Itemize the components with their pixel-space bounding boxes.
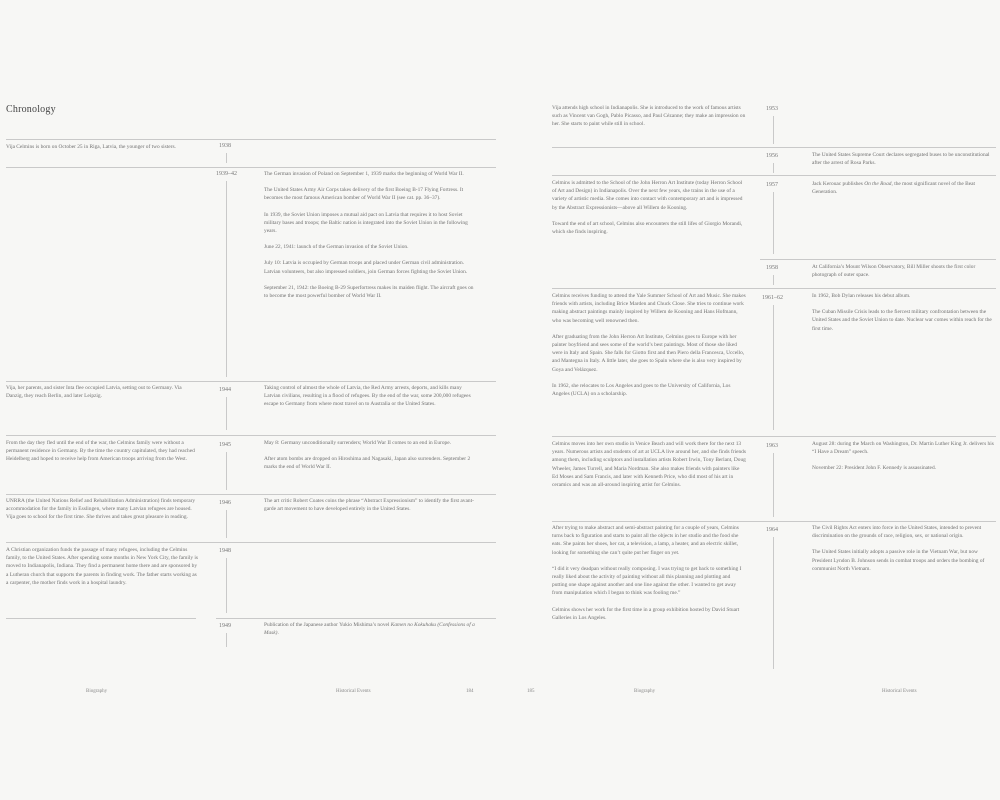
year-1958: 1958	[766, 265, 778, 271]
year-marker-line	[773, 453, 774, 517]
year-marker-line	[226, 397, 227, 430]
event-text: June 22, 1941: launch of the German invasion of the Soviet Union.	[264, 244, 409, 251]
biography-text: After trying to make abstract and semi-abstract painting for a couple of years, Celmins turns back to figuration and starts to paint all the objects in her studio and the food she eats. She paints her shoes, her cat, a television, a lamp, a heater, and an electric skillet, looking for something she can’t quite put her finger on yet.	[552, 525, 739, 556]
event-text: August 28: during the March on Washington, Dr. Martin Luther King Jr. delivers his “I Have a Dream” speech.	[812, 441, 994, 456]
year-marker-line	[226, 558, 227, 613]
biography-quote: “I did it very deadpan without really composing. I was trying to get back to something I really liked about the activity of painting without all this planning and plotting and putting one shape against another and one line against the other. I wanted to get away from manipulation which I began to think was fooling me.”	[552, 565, 742, 597]
historical-events-1946: The art critic Robert Coates coins the phrase “Abstract Expressionism” to identify the first avant-garde art movement to have developed entirely in the United States.	[264, 498, 474, 513]
historical-events-1957	[812, 180, 996, 196]
historical-events-1939-42	[264, 170, 476, 300]
event-text: May 8: Germany unconditionally surrenders; World War II comes to an end in Europe.	[264, 440, 451, 446]
footer-historical-events: Historical Events	[336, 689, 371, 694]
year-marker-line	[226, 452, 227, 490]
year-marker-line	[773, 192, 774, 254]
year-1961-62: 1961–62	[762, 295, 783, 301]
page-number: 185	[527, 689, 535, 694]
biography-1945: From the day they fled until the end of the war, the Celmins family were without a permanent residence in Germany. By the time the country capitulated, they had reached Heidelberg and hoped to receive help from American troops arriving from the West.	[6, 440, 195, 463]
event-text: November 22: President John F. Kennedy is assassinated.	[812, 465, 936, 472]
biography-text: In 1962, she relocates to Los Angeles and goes to the University of California, Los Angeles (UCLA) on a scholarship.	[552, 382, 731, 398]
historical-events-1963	[812, 440, 996, 473]
row-divider	[216, 618, 496, 619]
year-1953: 1953	[766, 106, 778, 112]
year-marker-line	[773, 305, 774, 430]
page-title: Chronology	[6, 104, 56, 115]
year-marker-line	[773, 116, 774, 144]
row-divider	[6, 494, 496, 495]
event-text: In 1962, Bob Dylan releases his debut album.	[812, 293, 911, 299]
year-1938: 1938	[219, 143, 231, 149]
row-divider	[552, 147, 996, 148]
row-divider	[552, 436, 996, 437]
year-1957: 1957	[766, 182, 778, 188]
historical-events-1945	[264, 439, 476, 472]
event-text: In 1939, the Soviet Union imposes a mutual aid pact on Latvia that requires it to host Soviet military bases and troops; the Baltic nation is integrated into the Soviet Union in the following years.	[264, 211, 468, 235]
biography-1964	[552, 524, 746, 622]
year-1944: 1944	[219, 387, 231, 393]
historical-events-1964	[812, 524, 996, 573]
book-title: Kamen no Kokuhaku (Confessions of a Mask)	[264, 622, 475, 637]
row-divider	[552, 288, 996, 289]
biography-text: After graduating from the John Herron Art Institute, Celmins goes to Europe with her painter boyfriend and sees some of the world’s best paintings. Most of those she liked were in Italy and Spain. She falls for Giotto first and then Piero della Francesca, Uccello, and Mantegna in Italy. A little later, she goes to Spain where she is also very inspired by Goya and Velázquez.	[552, 333, 745, 373]
event-text: Jack Kerouac publishes	[812, 181, 865, 187]
event-text: , the most significant novel of the Beat Generation.	[812, 181, 976, 196]
year-1949: 1949	[219, 623, 231, 629]
row-divider	[6, 435, 496, 436]
historical-events-1956: The United States Supreme Court declares segregated buses to be unconstitutional after the arrest of Rosa Parks.	[812, 152, 990, 167]
biography-text: Celmins shows her work for the first time in a group exhibition hosted by David Stuart Galleries in Los Angeles.	[552, 606, 740, 621]
event-text: The United States Army Air Corps takes delivery of the first Boeing B-17 Flying Fortress. It becomes the most famous American bomber of World War II (see cat. pp. 36–37).	[264, 187, 464, 202]
year-marker-line	[226, 153, 227, 163]
event-text: July 10: Latvia is occupied by German troops and placed under German civil administration. Latvian volunteers, but also impressed soldiers, join German forces fighting the Soviet Union.	[264, 260, 468, 275]
row-divider	[6, 618, 196, 619]
year-marker-line	[773, 537, 774, 669]
row-divider	[6, 542, 496, 543]
historical-events-1944: Taking control of almost the whole of Latvia, the Red Army arrests, deports, and kills many Latvian civilians, resulting in a flood of refugees. By the end of the war, some 200,000 refugees escape to Germany from where most travel on to Australia or the United States.	[264, 385, 471, 408]
historical-events-1961-62	[812, 292, 996, 333]
row-divider	[760, 259, 996, 260]
year-1956: 1956	[766, 153, 778, 159]
event-text: After atom bombs are dropped on Hiroshima and Nagasaki, Japan also surrenders. September 2 marks the end of World War II.	[264, 456, 471, 471]
event-text: September 21, 1942: the Boeing B-29 Superfortress makes its maiden flight. The aircraft goes on to become the most powerful bomber of World War II.	[264, 284, 474, 300]
footer-biography: Biography	[86, 689, 108, 694]
event-text: The German invasion of Poland on September 1, 1939 marks the beginning of World War II.	[264, 171, 464, 177]
historical-events-1958: At California’s Mount Wilson Observatory, Bill Miller shoots the first color photograph of outer space.	[812, 264, 976, 279]
year-marker-line	[773, 275, 774, 285]
event-text: The Cuban Missile Crisis leads to the fiercest military confrontation between the United States and the Soviet Union to date. Nuclear war comes within reach for the first time.	[812, 309, 992, 332]
biography-1948: A Christian organization funds the passage of many refugees, including the Celmins family, to the United States. After spending some months in New York City, the family is moved to Indianapolis, Indiana. They find a permanent home there and are sponsored by a Lutheran church that supports the parents in finding work. The father starts working as a carpenter, the mother finds work in a hospital laundry.	[6, 547, 198, 586]
year-1964: 1964	[766, 527, 778, 533]
page-number: 184	[466, 689, 474, 694]
footer-historical-events: Historical Events	[882, 689, 917, 694]
event-text: .	[277, 630, 279, 637]
row-divider	[552, 521, 996, 522]
biography-text: Toward the end of art school, Celmins also encounters the still lifes of Giorgio Morandi, which she finds inspiring.	[552, 220, 743, 236]
event-text: Publication of the Japanese author Yukio Mishima’s novel	[264, 622, 391, 628]
biography-1961-62	[552, 292, 746, 398]
year-1946: 1946	[219, 500, 231, 506]
biography-1946: UNRRA (the United Nations Relief and Rehabilitation Administration) finds temporary accommodation for the family in Esslingen, where many Latvian refugees are housed. Vija goes to school for the first time. She thrives and takes great pleasure in reading.	[6, 498, 196, 521]
row-divider	[552, 175, 996, 176]
biography-text: Celmins is admitted to the School of the John Herron Art Institute (today Herron School of Art and Design) in Indianapolis. Over the next few years, she trains in the use of a variety of artistic media. She comes into contact with contemporary art and is impressed by the Abstract Expressionists—above all Willem de Kooning.	[552, 180, 743, 211]
biography-text: Celmins receives funding to attend the Yale Summer School of Art and Music. She makes friends with artists, including Brice Marden and Chuck Close. She tries to continue work making abstract paintings mainly inspired by Willem de Kooning and Hans Hofmann, who was becoming well renowned then.	[552, 293, 746, 324]
event-text: The Civil Rights Act enters into force in the United States, intended to prevent discrimination on the grounds of race, religion, sex, or national origin.	[812, 525, 982, 540]
biography-1944: Vija, her parents, and sister Inta flee occupied Latvia, setting out to Germany. Via Danzig, they reach Berlin, and later Leipzig.	[6, 385, 182, 400]
year-marker-line	[773, 163, 774, 173]
year-1939-42: 1939–42	[216, 171, 237, 177]
year-1945: 1945	[219, 442, 231, 448]
year-1948: 1948	[219, 548, 231, 554]
historical-events-1949	[264, 621, 476, 637]
year-marker-line	[226, 510, 227, 538]
year-marker-line	[226, 633, 227, 647]
year-marker-line	[226, 181, 227, 377]
biography-1963: Celmins moves into her own studio in Venice Beach and will work there for the next 13 years. Numerous artists and students of art at UCLA live around her, and she finds friends among them, including sculptors and installation artists Robert Irwin, Tony Berlant, Doug Wheeler, James Turrell, and Maria Nordman. She also makes friends with painters like Ed Moses and Sam Francis, and later with Kenneth Price, who did most of his art in ceramics and was an all-around inspiring artist for Celmins.	[552, 441, 746, 489]
row-divider	[6, 139, 496, 140]
biography-1957	[552, 179, 746, 236]
row-divider	[6, 167, 496, 168]
footer-biography: Biography	[634, 689, 656, 694]
year-1963: 1963	[766, 443, 778, 449]
biography-1938: Vija Celmins is born on October 25 in Riga, Latvia, the younger of two sisters.	[6, 144, 176, 150]
book-title: On the Road	[864, 181, 892, 187]
row-divider	[6, 381, 496, 382]
event-text: The United States initially adopts a passive role in the Vietnam War, but now President Lyndon B. Johnson sends in combat troops and orders the bombing of communist North Vietnam.	[812, 549, 985, 572]
biography-1953: Vija attends high school in Indianapolis. She is introduced to the work of famous artists such as Vincent van Gogh, Pablo Picasso, and Paul Cézanne; they make an impression on her. She starts to paint while still in school.	[552, 105, 746, 128]
